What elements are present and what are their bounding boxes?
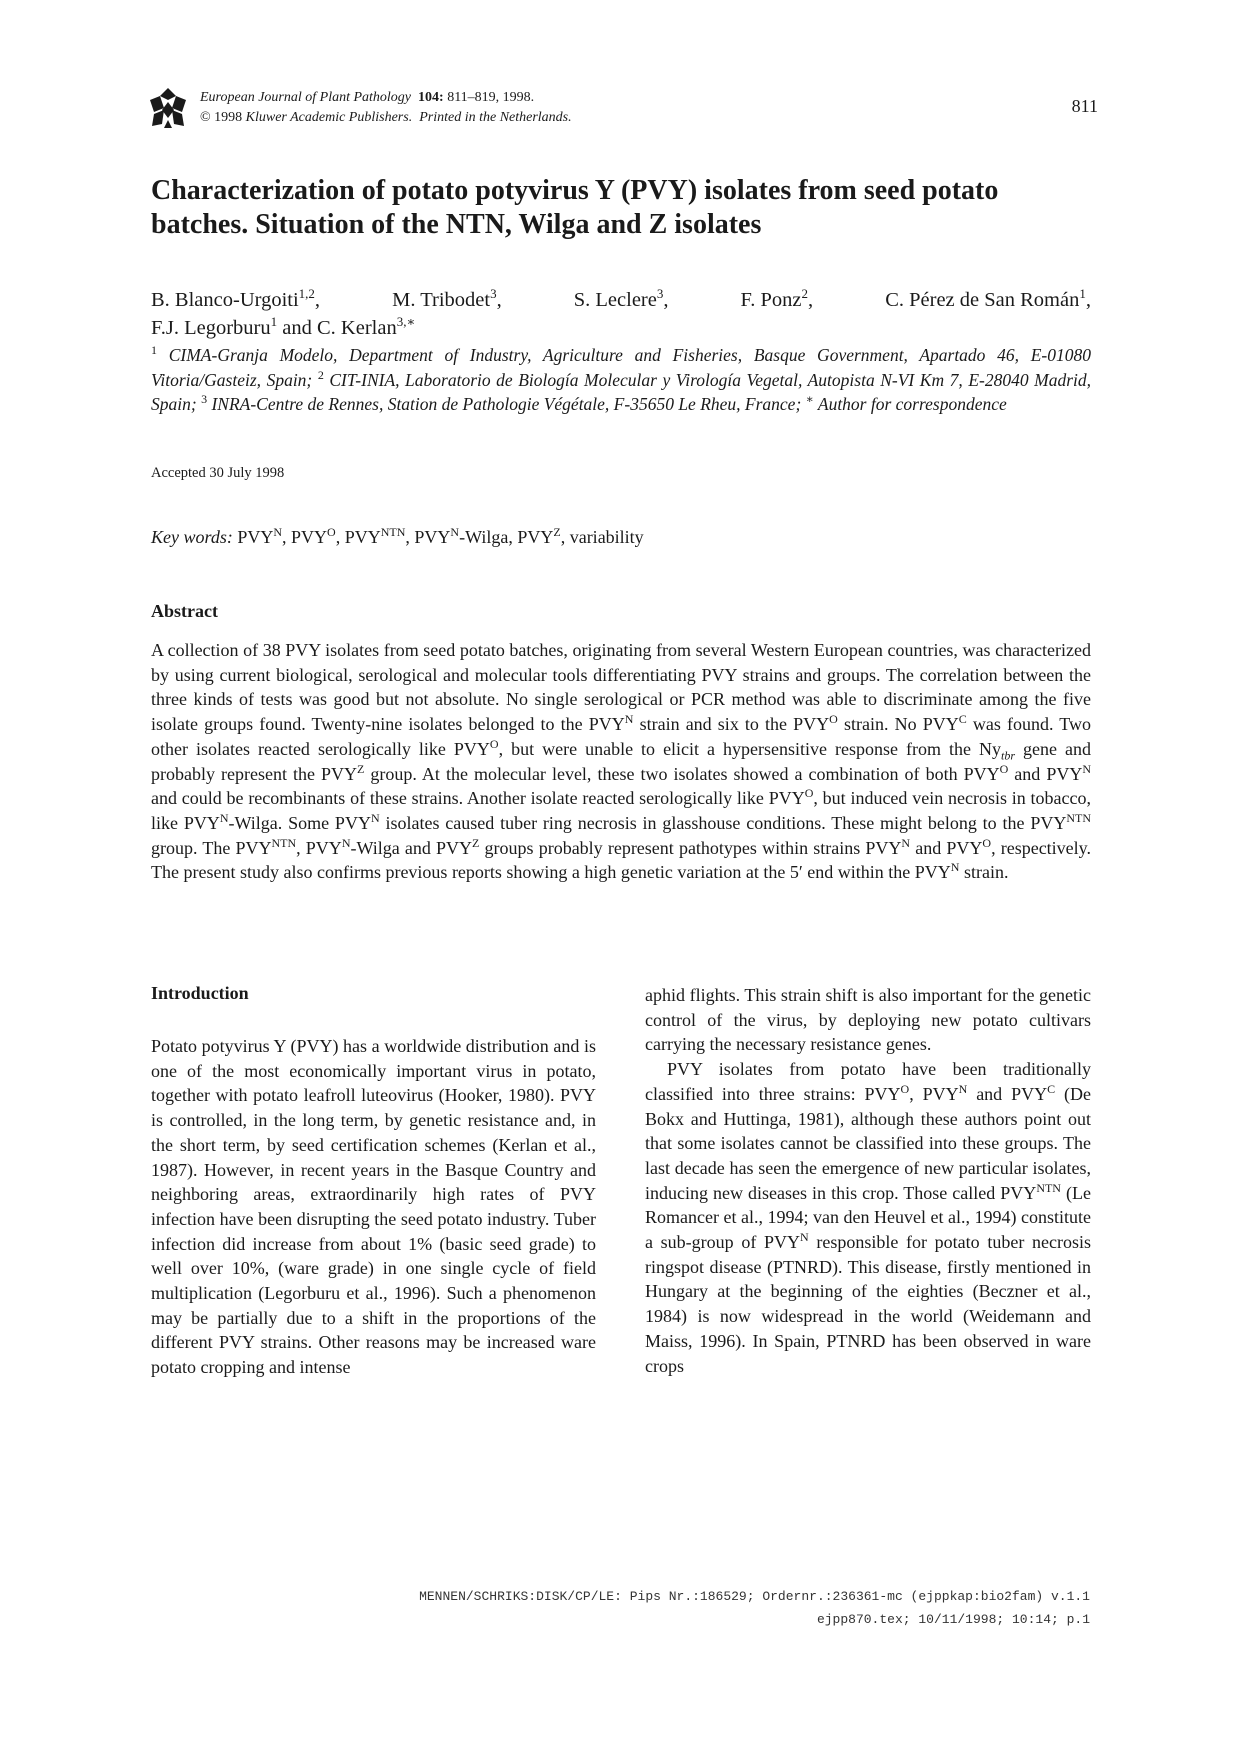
keyword: PVY	[414, 527, 451, 547]
keyword-sep: ,	[335, 527, 341, 547]
abstract-text: and PVY	[1008, 763, 1083, 784]
typesetting-footer	[419, 1585, 1090, 1631]
author-perez-de-san-roman	[885, 286, 1091, 314]
author-affil-sup: 2	[801, 286, 809, 302]
keyword-sup: N	[450, 525, 460, 539]
abstract-text: group. The PVY	[151, 837, 272, 858]
abstract-text: groups probably represent pathotypes within strains PVY	[479, 837, 902, 858]
affiliation-2: CIT-INIA, Laboratorio de Biología Molecular y Virología Vegetal, Autopista N-VI Km 7, E-28040 Madrid, Spain;	[151, 369, 1092, 414]
page-number: 811	[1071, 96, 1098, 116]
author-legorburu	[151, 314, 278, 339]
footer-line-1: MENNEN/SCHRIKS:DISK/CP/LE: Pips Nr.:186529; Ordernr.:236361-mc (ejppkap:bio2fam) v.1.1	[419, 1589, 1090, 1604]
abstract-text: and could be recombinants of these strains. Another isolate reacted serologically like PVY	[151, 788, 805, 809]
abstract-sup: N	[219, 810, 229, 825]
copyright-year: 1998	[214, 110, 243, 125]
journal-volume: 104:	[418, 90, 444, 105]
abstract-text: and PVY	[910, 837, 983, 858]
intro-sup: C	[1047, 1081, 1056, 1096]
abstract-sup: N	[341, 835, 351, 850]
affiliations	[151, 343, 1091, 417]
intro-text: (Le Romancer et al., 1994; van den Heuvel et al., 1994) constitute a sub-group of PVY	[645, 1182, 1091, 1253]
keyword-suffix: -Wilga,	[459, 527, 513, 547]
abstract-sup: O	[804, 786, 814, 801]
author-affil-sup: 3,∗	[396, 314, 416, 330]
author-affil-sup: 1,2	[298, 286, 315, 302]
abstract-text: gene and probably represent the PVY	[151, 738, 1091, 784]
author-name: S. Leclere	[573, 289, 657, 311]
intro-sup: N	[800, 1230, 809, 1245]
author-name: M. Tribodet	[392, 289, 491, 311]
introduction-heading: Introduction	[151, 983, 249, 1003]
abstract-sup: N	[901, 835, 911, 850]
abstract-text: strain.	[959, 862, 1009, 883]
journal-pages-year: 811–819, 1998.	[447, 90, 535, 105]
affil-marker: 2	[317, 367, 324, 382]
intro-paragraph-strains	[645, 1057, 1091, 1378]
keywords-label: Key words:	[151, 527, 233, 547]
author-sep: ,	[496, 289, 502, 311]
intro-text: , PVY	[909, 1083, 959, 1104]
intro-paragraph-continued: aphid flights. This strain shift is also important for the genetic control of the virus, by deploying new potato cultivars carrying the necessary resistance genes.	[645, 985, 1091, 1055]
keyword-sup: NTN	[380, 525, 406, 539]
abstract-sub: tbr	[1001, 748, 1016, 763]
correspondence-note: Author for correspondence	[817, 394, 1007, 414]
author-affil-sup: 3	[490, 286, 497, 302]
keywords	[151, 527, 644, 548]
author-affil-sup: 1	[1079, 286, 1086, 302]
keyword: PVY	[291, 527, 328, 547]
introduction-left-column: Potato potyvirus Y (PVY) has a worldwide distribution and is one of the most economically important virus in potato, together with potato leafroll luteovirus (Hooker, 1980). PVY is controlled, in the long term, by genetic resistance and, in the short term, by seed certification schemes (Kerlan et al., 1987). However, in recent years in the Basque Country and neighboring areas, extraordinarily high rates of PVY infection have been disrupting the seed potato industry. Tuber infection did increase from about 1% (basic seed grade) to well over 10%, (ware grade) in one single cycle of field multiplication (Legorburu et al., 1996). Such a phenomenon may be partially due to a shift in the proportions of the different PVY strains. Other reasons may be increased ware potato cropping and intense	[151, 1036, 596, 1378]
abstract-sup: O	[489, 736, 499, 751]
abstract-text: , respectively. The present study also confirms previous reports showing a high genetic variation at the 5′ end within the PVY	[151, 837, 1092, 883]
affiliation-3: INRA-Centre de Rennes, Station de Pathologie Végétale, F-35650 Le Rheu, France;	[211, 394, 802, 414]
abstract-text: , but were unable to elicit a hypersensitive response from the Ny	[498, 738, 1001, 759]
author-name: F. Ponz	[740, 289, 802, 311]
abstract-text: was found. Two other isolates reacted serologically like PVY	[151, 714, 1091, 759]
keyword: PVY	[517, 527, 554, 547]
abstract-text: strain. No PVY	[837, 714, 959, 735]
intro-sup: NTN	[1036, 1180, 1061, 1195]
abstract-sup: N	[950, 860, 960, 875]
title-line-1: Characterization of potato potyvirus Y (PVY) isolates from seed potato	[151, 175, 999, 206]
author-tribodet	[392, 286, 502, 314]
author-name: B. Blanco-Urgoiti	[151, 289, 299, 311]
author-sep: ,	[314, 289, 321, 311]
intro-sup: O	[900, 1081, 910, 1096]
abstract-sup: N	[370, 810, 380, 825]
intro-text: (De Bokx and Huttinga, 1981), although these authors point out that some isolates cannot be classified into these groups. The last decade has seen the emergence of new particular isolates, inducing new diseases in this crop. Those called PVY	[645, 1083, 1091, 1203]
intro-text: PVY isolates from potato have been traditionally classified into three strains: PVY	[645, 1059, 1091, 1104]
author-sep: ,	[663, 289, 669, 311]
author-ponz	[741, 286, 814, 314]
author-kerlan	[317, 314, 416, 339]
author-name: F.J. Legorburu	[151, 317, 271, 339]
abstract-text: -Wilga. Some PVY	[228, 812, 371, 833]
keyword: PVY	[237, 527, 274, 547]
abstract-sup: Z	[357, 761, 365, 776]
author-list	[151, 286, 1091, 342]
author-sep: ,	[808, 289, 814, 311]
copyright-symbol: ©	[200, 110, 211, 125]
affil-marker: 1	[151, 343, 157, 358]
keyword-sup: O	[327, 525, 336, 539]
abstract-heading: Abstract	[151, 601, 218, 621]
abstract-text: , PVY	[296, 837, 342, 858]
keyword-sep: ,	[282, 527, 287, 547]
author-and: and	[282, 317, 312, 339]
keyword-sep: ,	[405, 527, 410, 547]
author-affil-sup: 3	[656, 286, 664, 302]
title-line-2: batches. Situation of the NTN, Wilga and Z isolates	[151, 209, 762, 240]
author-affil-sup: 1	[270, 314, 278, 330]
printed-note: Printed in the Netherlands.	[419, 110, 572, 125]
abstract-sup: N	[1082, 761, 1092, 776]
abstract-sup: C	[958, 712, 967, 727]
abstract-sup: NTN	[271, 835, 297, 850]
accepted-date: Accepted 30 July 1998	[151, 465, 285, 481]
keyword-suffix: , variability	[560, 527, 644, 547]
abstract-sup: O	[982, 835, 992, 850]
intro-text: and PVY	[967, 1083, 1048, 1104]
journal-header	[200, 88, 572, 128]
abstract-text: strain and six to the PVY	[633, 714, 830, 735]
journal-name: European Journal of Plant Pathology	[200, 90, 412, 105]
abstract-sup: N	[624, 712, 634, 727]
abstract-body	[151, 638, 1091, 885]
keyword-sup: N	[273, 525, 283, 539]
author-name: C. Kerlan	[317, 317, 397, 339]
author-sep: ,	[1085, 289, 1091, 311]
intro-text: responsible for potato tuber necrosis ringspot disease (PTNRD). This disease, firstly mentioned in Hungary at the beginning of the eighties (Beczner et al., 1984) is now widespread in the world (Weidemann and Maiss, 1996). In Spain, PTNRD has been observed in ware crops	[645, 1232, 1091, 1376]
keyword: PVY	[344, 527, 381, 547]
abstract-text: , but induced vein necrosis in tobacco, like PVY	[151, 788, 1091, 833]
author-name: C. Pérez de San Román	[885, 289, 1080, 311]
author-leclere	[574, 286, 669, 314]
footer-line-2: ejpp870.tex; 10/11/1998; 10:14; p.1	[816, 1612, 1090, 1627]
abstract-text: -Wilga and PVY	[350, 837, 473, 858]
abstract-text: isolates caused tuber ring necrosis in glasshouse conditions. These might belong to the PVY	[379, 812, 1067, 833]
paper-title	[151, 174, 1111, 242]
abstract-text: group. At the molecular level, these two isolates showed a combination of both PVY	[364, 763, 1000, 784]
publisher-name: Kluwer Academic Publishers.	[245, 110, 413, 125]
affil-marker: ∗	[805, 392, 814, 407]
abstract-sup: O	[829, 712, 838, 727]
author-blanco-urgoiti	[151, 286, 320, 314]
introduction-right-column	[645, 983, 1091, 1378]
keyword-sup: Z	[553, 525, 561, 539]
abstract-sup: O	[999, 761, 1009, 776]
abstract-sup: NTN	[1066, 810, 1092, 825]
affiliation-1: CIMA-Granja Modelo, Department of Industry, Agriculture and Fisheries, Basque Government, Apartado 46, E-01080 Vitoria/Gasteiz, Spain;	[151, 345, 1092, 390]
abstract-sup: Z	[472, 835, 480, 850]
publisher-logo-icon	[150, 88, 186, 128]
intro-sup: N	[958, 1081, 968, 1096]
abstract-text: A collection of 38 PVY isolates from seed potato batches, originating from several Western European countries, was characterized by using current biological, serological and molecular tools differentiating PVY strains and groups. The correlation between the three kinds of tests was good but not absolute. No single serological or PCR method was able to discriminate among the five isolate groups found. Twenty-nine isolates belonged to the PVY	[151, 640, 1091, 735]
affil-marker: 3	[201, 392, 208, 407]
